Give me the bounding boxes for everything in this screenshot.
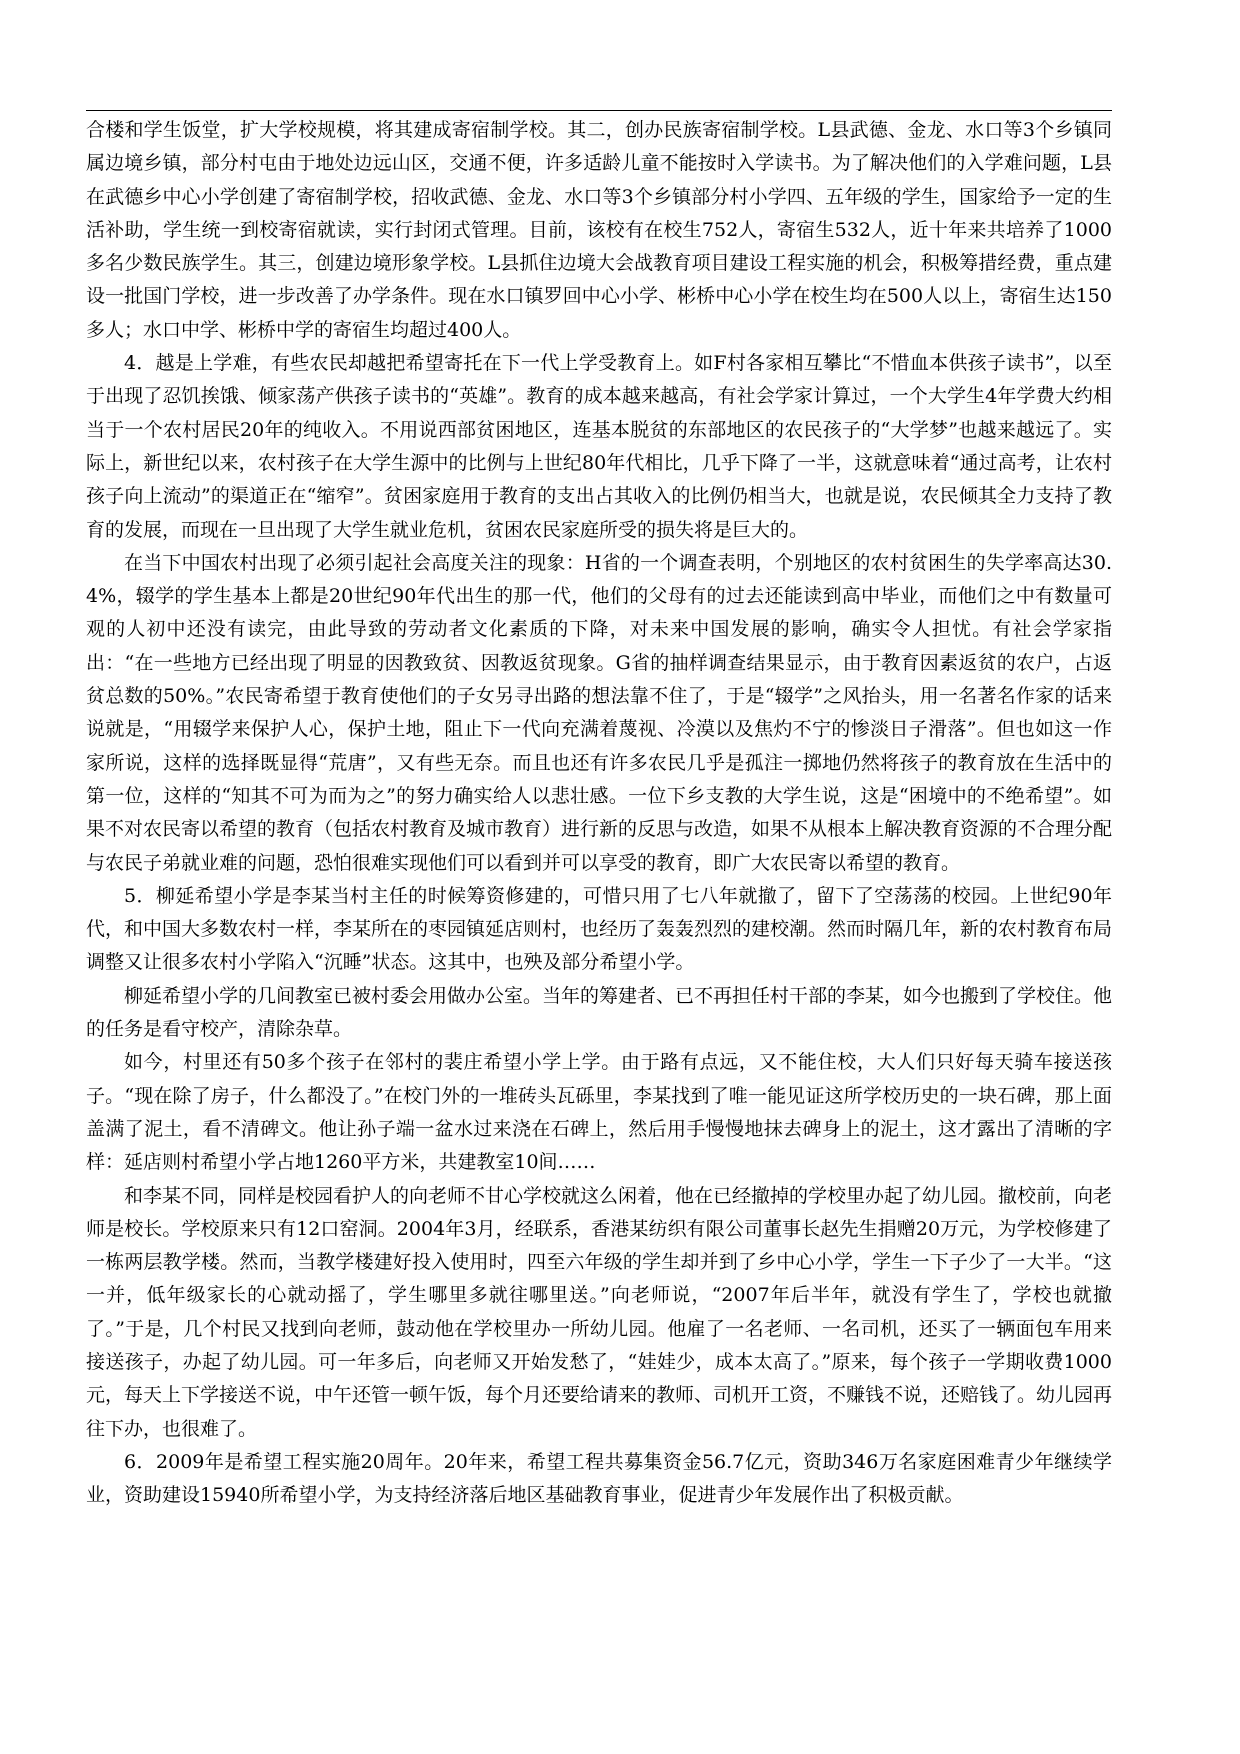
document-body [86, 114, 1112, 1512]
paragraph-8: 6．2009年是希望工程实施20周年。20年来，希望工程共募集资金56.7亿元，资助346万名家庭困难青少年继续学业，资助建设15940所希望小学，为支持经济落后地区基础教育事业，促进青少年发展作出了积极贡献。 [86, 1450, 1112, 1507]
paragraph-5: 柳延希望小学的几间教室已被村委会用做办公室。当年的筹建者、已不再担任村干部的李某，如今也搬到了学校住。他的任务是看守校产，清除杂草。 [86, 984, 1113, 1041]
paragraph-6: 如今，村里还有50多个孩子在邻村的裴庄希望小学上学。由于路有点远，又不能住校，大人们只好每天骑车接送孩子。“现在除了房子，什么都没了。”在校门外的一堆砖头瓦砾里，李某找到了唯一能见证这所学校历史的一块石碑，那上面盖满了泥土，看不清碑文。他让孙子端一盆水过来浇在石碑上，然后用手慢慢地抹去碑身上的泥土，这才露出了清晰的字样：延店则村希望小学占地1260平方米，共建教室10间…… [86, 1051, 1112, 1174]
paragraph-4: 5．柳延希望小学是李某当村主任的时候筹资修建的，可惜只用了七八年就撤了，留下了空荡荡的校园。上世纪90年代，和中国大多数农村一样，李某所在的枣园镇延店则村，也经历了轰轰烈烈的建校潮。然而时隔几年，新的农村教育布局调整又让很多农村小学陷入“沉睡”状态。这其中，也殃及部分希望小学。 [86, 884, 1113, 974]
paragraph-1: 合楼和学生饭堂，扩大学校规模，将其建成寄宿制学校。其二，创办民族寄宿制学校。L县武德、金龙、水口等3个乡镇同属边境乡镇，部分村屯由于地处边远山区，交通不便，许多适龄儿童不能按时入学读书。为了解决他们的入学难问题，L县在武德乡中心小学创建了寄宿制学校，招收武德、金龙、水口等3个乡镇部分村小学四、五年级的学生，国家给予一定的生活补助，学生统一到校寄宿就读，实行封闭式管理。目前，该校有在校生752人，寄宿生532人，近十年来共培养了1000多名少数民族学生。其三，创建边境形象学校。L县抓住边境大会战教育项目建设工程实施的机会，积极筹措经费，重点建设一批国门学校，进一步改善了办学条件。现在水口镇罗回中心小学、彬桥中心小学在校生均在500人以上，寄宿生达150多人；水口中学、彬桥中学的寄宿生均超过400人。 [86, 119, 1112, 341]
paragraph-2: 4．越是上学难，有些农民却越把希望寄托在下一代上学受教育上。如F村各家相互攀比“不惜血本供孩子读书”，以至于出现了忍饥挨饿、倾家荡产供孩子读书的“英雄”。教育的成本越来越高，有社会学家计算过，一个大学生4年学费大约相当于一个农村居民20年的纯收入。不用说西部贫困地区，连基本脱贫的东部地区的农民孩子的“大学梦”也越来越远了。实际上，新世纪以来，农村孩子在大学生源中的比例与上世纪80年代相比，几乎下降了一半，这就意味着“通过高考，让农村孩子向上流动”的渠道正在“缩窄”。贫困家庭用于教育的支出占其收入的比例仍相当大，也就是说，农民倾其全力支持了教育的发展，而现在一旦出现了大学生就业危机，贫困农民家庭所受的损失将是巨大的。 [86, 352, 1112, 541]
header-rule [86, 110, 1112, 111]
paragraph-3: 在当下中国农村出现了必须引起社会高度关注的现象：H省的一个调查表明，个别地区的农村贫困生的失学率高达30.4%，辍学的学生基本上都是20世纪90年代出生的那一代，他们的父母有的过去还能读到高中毕业，而他们之中有数量可观的人初中还没有读完，由此导致的劳动者文化素质的下降，对未来中国发展的影响，确实令人担忧。有社会学家指出：“在一些地方已经出现了明显的因教致贫、因教返贫现象。G省的抽样调查结果显示，由于教育因素返贫的农户，占返贫总数的50%。”农民寄希望于教育使他们的子女另寻出路的想法靠不住了，于是“辍学”之风抬头，用一名著名作家的话来说就是，“用辍学来保护人心，保护土地，阻止下一代向充满着蔑视、冷漠以及焦灼不宁的惨淡日子滑落”。但也如这一作家所说，这样的选择既显得“荒唐”，又有些无奈。而且也还有许多农民几乎是孤注一掷地仍然将孩子的教育放在生活中的第一位，这样的“知其不可为而为之”的努力确实给人以悲壮感。一位下乡支教的大学生说，这是“困境中的不绝希望”。如果不对农民寄以希望的教育（包括农村教育及城市教育）进行新的反思与改造，如果不从根本上解决教育资源的不合理分配与农民子弟就业难的问题，恐怕很难实现他们可以看到并可以享受的教育，即广大农民寄以希望的教育。 [86, 551, 1113, 874]
paragraph-7: 和李某不同，同样是校园看护人的向老师不甘心学校就这么闲着，他在已经撤掉的学校里办起了幼儿园。撤校前，向老师是校长。学校原来只有12口窑洞。2004年3月，经联系，香港某纺织有限公司董事长赵先生捐赠20万元，为学校修建了一栋两层教学楼。然而，当教学楼建好投入使用时，四至六年级的学生却并到了乡中心小学，学生一下子少了一大半。“这一并，低年级家长的心就动摇了，学生哪里多就往哪里送。”向老师说，“2007年后半年，就没有学生了，学校也就撤了。”于是，几个村民又找到向老师，鼓动他在学校里办一所幼儿园。他雇了一名老师、一名司机，还买了一辆面包车用来接送孩子，办起了幼儿园。可一年多后，向老师又开始发愁了，“娃娃少，成本太高了。”原来，每个孩子一学期收费1000元，每天上下学接送不说，中午还管一顿午饭，每个月还要给请来的教师、司机开工资，不赚钱不说，还赔钱了。幼儿园再往下办，也很难了。 [86, 1184, 1113, 1440]
